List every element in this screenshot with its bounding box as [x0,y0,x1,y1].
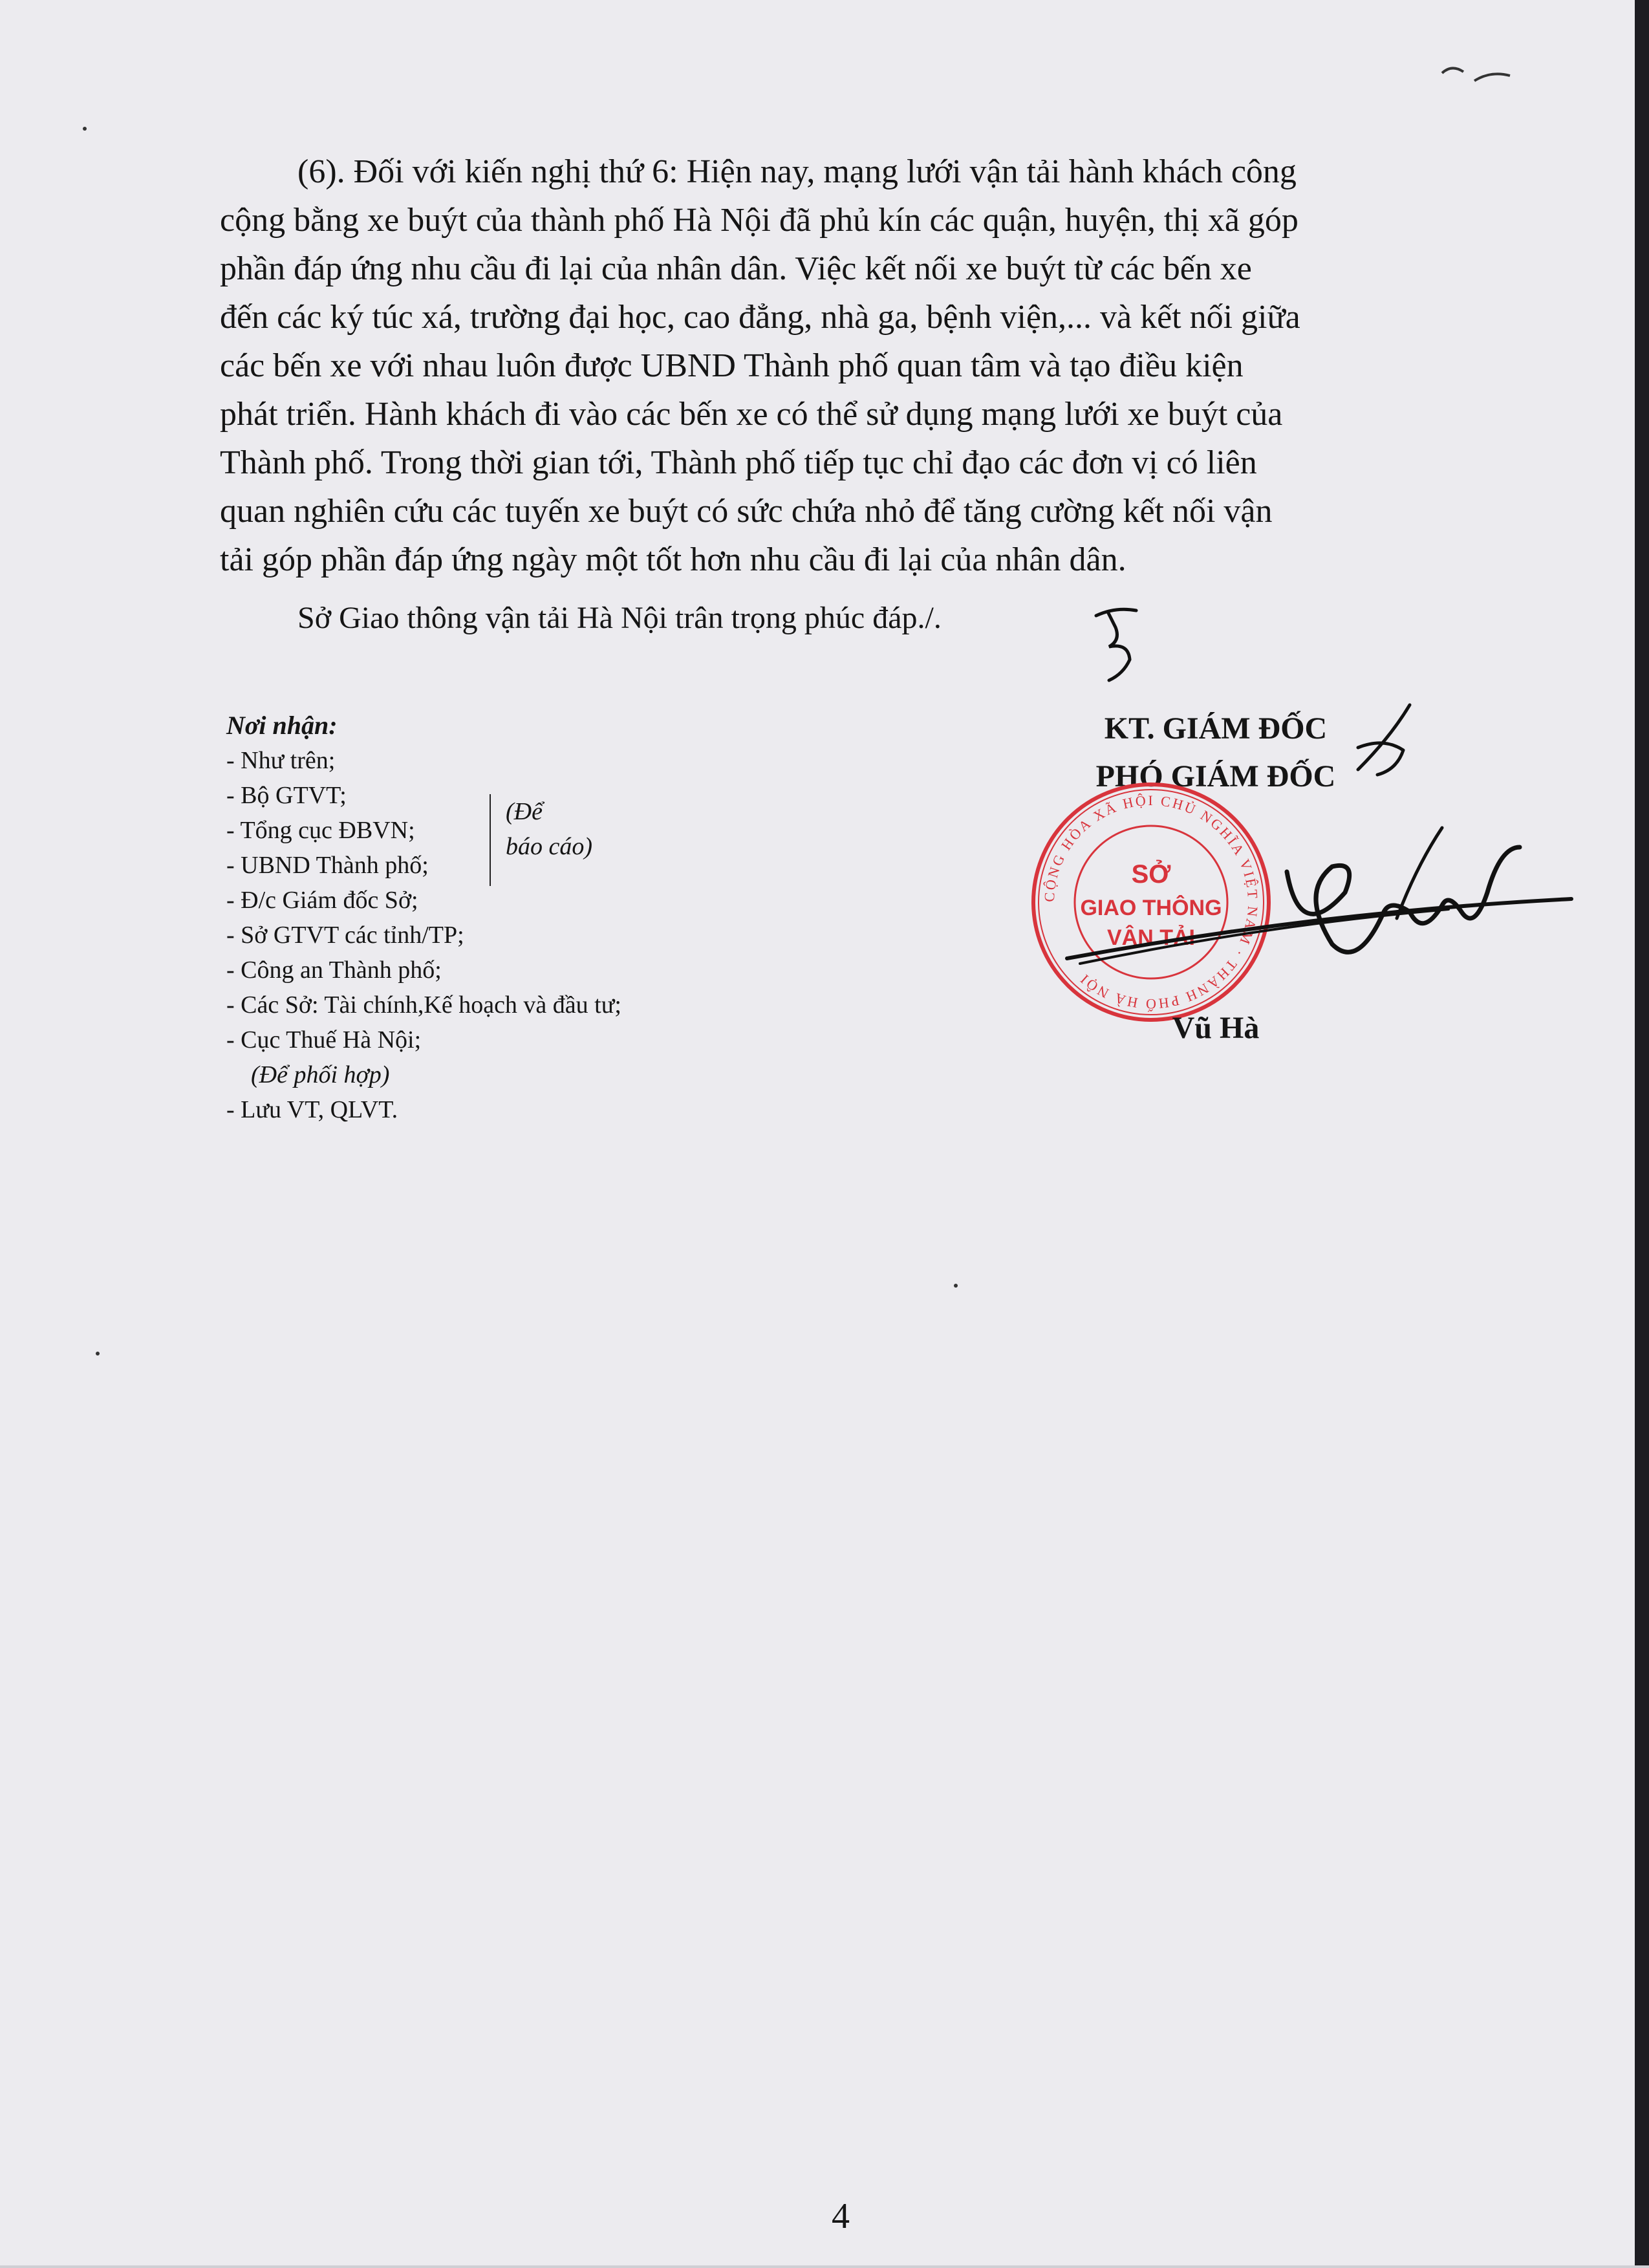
paragraph-line: Thành phố. Trong thời gian tới, Thành phố tiếp tục chỉ đạo các đơn vị có liên [220,444,1257,481]
recipient-item: - Các Sở: Tài chính,Kế hoạch và đầu tư; [226,991,621,1019]
paragraph-6 [220,147,1442,584]
recipient-item: - Bộ GTVT; [226,782,347,809]
paragraph-line: đến các ký túc xá, trường đại học, cao đẳng, nhà ga, bệnh viện,... và kết nối giữa [220,299,1300,336]
page-number: 4 [832,2196,850,2236]
report-bracket [490,794,491,886]
paragraph-line: cộng bằng xe buýt của thành phố Hà Nội đã phủ kín các quận, huyện, thị xã góp [220,202,1299,239]
recipient-item: - UBND Thành phố; [226,852,429,879]
recipient-item: - Tổng cục ĐBVN; [226,817,415,844]
corner-pen-marks [1439,61,1529,100]
recipient-item-archive: - Lưu VT, QLVT. [226,1096,398,1123]
initial-mark [1090,601,1148,686]
handwritten-signature [996,698,1591,1009]
recipient-item: - Sở GTVT các tỉnh/TP; [226,922,464,949]
report-note-line: (Để [506,798,543,825]
recipients-heading: Nơi nhận: [226,711,338,740]
signature-title-line1: KT. GIÁM ĐỐC [1104,711,1328,746]
scan-edge-shadow [1635,0,1649,2268]
coordination-note: (Để phối hợp) [251,1061,390,1088]
recipients-block [226,708,808,1127]
scan-speck [954,1284,958,1288]
paragraph-line: phát triển. Hành khách đi vào các bến xe có thể sử dụng mạng lưới xe buýt của [220,396,1283,433]
paragraph-line: các bến xe với nhau luôn được UBND Thành phố quan tâm và tạo điều kiện [220,347,1244,384]
recipient-item: - Đ/c Giám đốc Sở; [226,887,418,914]
seal-inner-line2: GIAO THÔNG [1080,896,1222,920]
report-note [506,794,622,864]
recipient-item: - Cục Thuế Hà Nội; [226,1026,422,1053]
scan-edge-bottom [0,2265,1649,2268]
paragraph-line: (6). Đối với kiến nghị thứ 6: Hiện nay, mạng lưới vận tải hành khách công [297,153,1297,190]
recipient-item: - Như trên; [226,747,336,774]
seal-inner-line1: SỞ [1131,860,1171,889]
paragraph-line: phần đáp ứng nhu cầu đi lại của nhân dân. Việc kết nối xe buýt từ các bến xe [220,250,1252,287]
paragraph-line: tải góp phần đáp ứng ngày một tốt hơn nhu cầu đi lại của nhân dân. [220,541,1126,578]
scan-speck [96,1352,100,1355]
signature-title-line2: PHÓ GIÁM ĐỐC [1095,759,1336,794]
report-note-line: báo cáo) [506,833,593,860]
closing-sentence: Sở Giao thông vận tải Hà Nội trân trọng phúc đáp./. [297,601,942,635]
recipient-item: - Công an Thành phố; [226,956,442,984]
seal-inner-line3: VẬN TẢI [1107,925,1195,950]
paragraph-line: quan nghiên cứu các tuyến xe buýt có sức chứa nhỏ để tăng cường kết nối vận [220,493,1273,530]
seal-outer-text: CỘNG HÒA XÃ HỘI CHỦ NGHĨA VIỆT NAM · THÀNH PHỐ HÀ NỘI [1040,792,1262,1013]
scan-speck [83,127,87,131]
signer-name: Vũ Hà [1172,1011,1260,1045]
